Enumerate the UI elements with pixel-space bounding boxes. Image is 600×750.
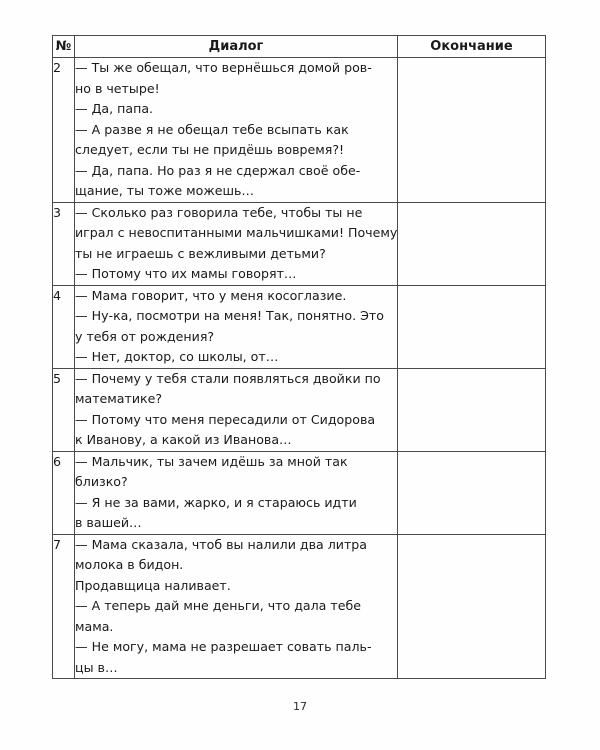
- dialog-line: — Ты же обещал, что вернёшься домой ров-: [75, 60, 372, 75]
- ending-cell[interactable]: [398, 534, 546, 679]
- dialog-cell: [75, 368, 398, 451]
- dialog-line: играл с невоспитанными мальчишками! Почему: [75, 225, 398, 240]
- row-number: 4: [53, 285, 75, 368]
- dialog-cell: [75, 58, 398, 203]
- page-number: 17: [293, 700, 307, 713]
- dialog-line: математике?: [75, 391, 163, 406]
- dialog-cell: [75, 451, 398, 534]
- dialog-line: — Да, папа. Но раз я не сдержал своё обе-: [75, 162, 361, 178]
- dialog-line: — Мальчик, ты зачем идёшь за мной так: [75, 453, 348, 469]
- ending-cell[interactable]: [398, 368, 546, 451]
- dialog-line: — Я не за вами, жарко, и я стараюсь идти: [75, 494, 357, 510]
- dialog-line: — Потому что их мамы говорят…: [75, 266, 297, 281]
- dialog-line: щание, ты тоже можешь…: [75, 183, 255, 198]
- dialog-line: — А теперь дай мне деньги, что дала тебе: [75, 598, 361, 613]
- ending-cell[interactable]: [398, 285, 546, 368]
- dialog-line: ты не играешь с вежливыми детьми?: [75, 245, 326, 261]
- dialog-line: Продавщица наливает.: [75, 577, 231, 593]
- dialog-line: близко?: [75, 474, 128, 489]
- ending-cell[interactable]: [398, 202, 546, 285]
- row-number: 3: [53, 202, 75, 285]
- dialog-line: — Нет, доктор, со школы, от…: [75, 349, 279, 364]
- table-row: [53, 58, 546, 203]
- row-number: 2: [53, 58, 75, 203]
- header-dialog: Диалог: [75, 36, 398, 58]
- dialog-line: мама.: [75, 618, 114, 634]
- dialog-cell: [75, 285, 398, 368]
- dialog-line: молока в бидон.: [75, 557, 184, 572]
- row-number: 6: [53, 451, 75, 534]
- row-number: 7: [53, 534, 75, 679]
- ending-cell[interactable]: [398, 58, 546, 203]
- table-row: [53, 368, 546, 451]
- table-row: [53, 202, 546, 285]
- dialog-cell: [75, 534, 398, 679]
- table-row: [53, 451, 546, 534]
- header-number: №: [53, 36, 75, 58]
- dialog-line: к Иванову, а какой из Иванова…: [75, 432, 292, 447]
- table-header-row: [53, 36, 546, 58]
- dialog-line: но в четыре!: [75, 80, 160, 96]
- dialog-line: — Почему у тебя стали появляться двойки по: [75, 370, 381, 386]
- dialog-line: — А разве я не обещал тебе всыпать как: [75, 121, 349, 137]
- dialog-line: — Потому что меня пересадили от Сидорова: [75, 411, 376, 427]
- header-ending: Окончание: [398, 36, 546, 58]
- row-number: 5: [53, 368, 75, 451]
- dialog-line: следует, если ты не придёшь вовремя?!: [75, 142, 345, 157]
- table-row: [53, 534, 546, 679]
- table-row: [53, 285, 546, 368]
- dialog-line: — Сколько раз говорила тебе, чтобы ты не: [75, 204, 363, 220]
- dialog-line: у тебя от рождения?: [75, 328, 215, 344]
- dialog-line: в вашей…: [75, 515, 142, 530]
- dialog-table: [52, 35, 546, 679]
- dialog-line: — Ну-ка, посмотри на меня! Так, понятно. Это: [75, 308, 384, 323]
- dialog-line: — Да, папа.: [75, 101, 154, 116]
- dialog-line: — Не могу, мама не разрешает совать паль-: [75, 639, 372, 654]
- dialog-cell: [75, 202, 398, 285]
- dialog-line: — Мама говорит, что у меня косоглазие.: [75, 287, 347, 303]
- dialog-line: — Мама сказала, чтоб вы налили два литра: [75, 536, 368, 552]
- dialog-line: цы в…: [75, 659, 118, 675]
- ending-cell[interactable]: [398, 451, 546, 534]
